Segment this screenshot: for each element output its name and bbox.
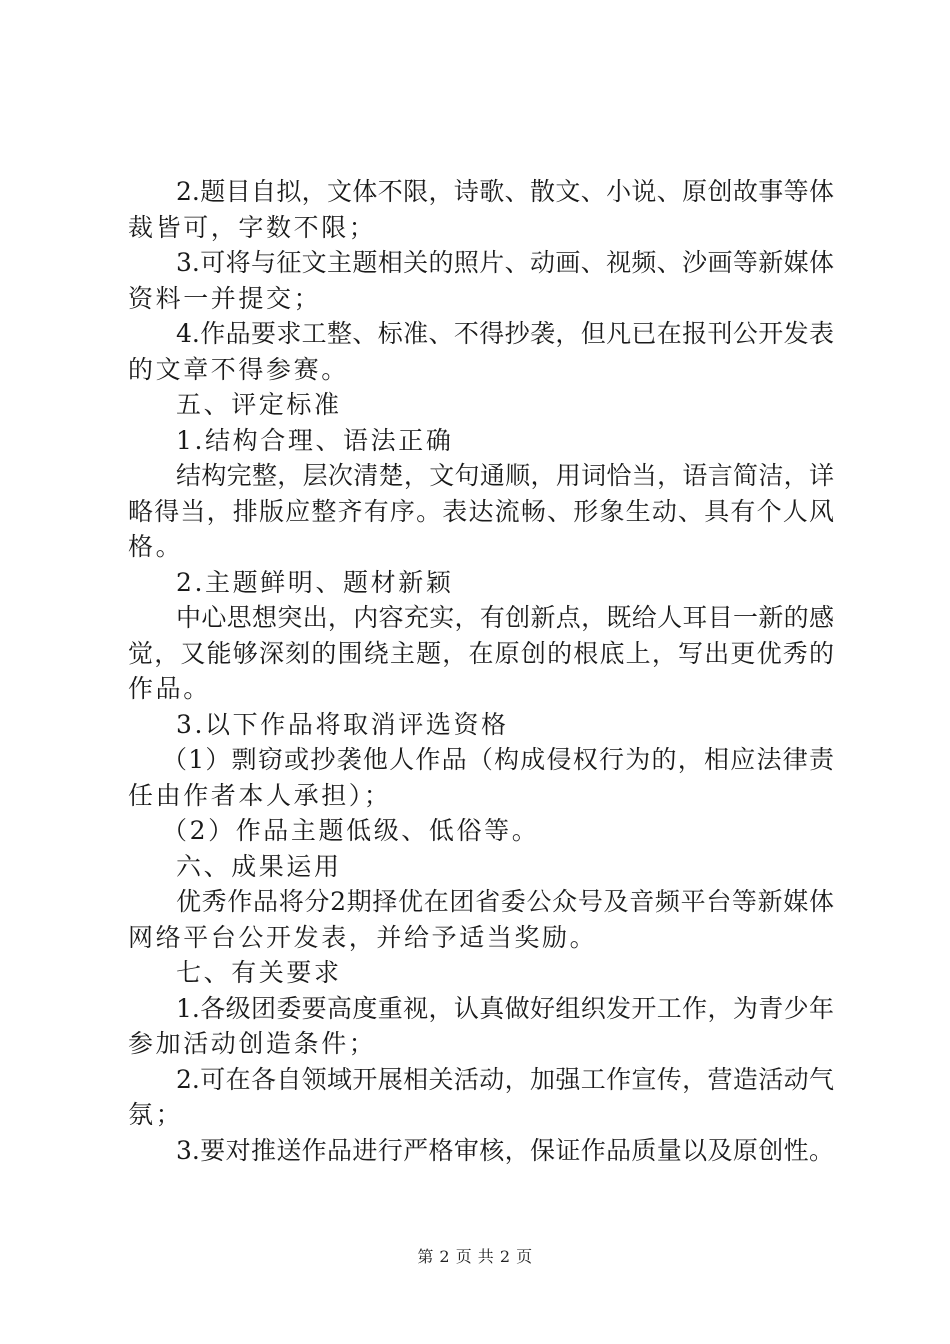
paragraph-line: 优秀作品将分2期择优在团省委公众号及音频平台等新媒体 bbox=[176, 887, 834, 916]
paragraph-line: 中心思想突出，内容充实，有创新点，既给人耳目一新的感 bbox=[176, 603, 834, 632]
paragraph-line: 结构完整，层次清楚，文句通顺，用词恰当，语言简洁，详 bbox=[176, 461, 834, 490]
paragraph-line: 2.题目自拟，文体不限，诗歌、散文、小说、原创故事等体 bbox=[176, 177, 834, 206]
section-heading: 六、成果运用 bbox=[176, 851, 342, 881]
paragraph-line: 参加活动创造条件； bbox=[128, 1029, 377, 1058]
subsection-heading: 2.主题鲜明、题材新颖 bbox=[176, 567, 454, 597]
paragraph-line: 裁皆可，字数不限； bbox=[128, 212, 377, 242]
paragraph-line: 格。 bbox=[128, 532, 184, 561]
section-heading: 五、评定标准 bbox=[176, 390, 342, 419]
paragraph-line: 4.作品要求工整、标准、不得抄袭，但凡已在报刊公开发表 bbox=[176, 319, 834, 348]
paragraph-line: 网络平台公开发表，并给予适当奖励。 bbox=[128, 922, 598, 952]
section-heading: 七、有关要求 bbox=[176, 958, 342, 987]
page-number-footer: 第 2 页 共 2 页 bbox=[417, 1247, 533, 1266]
list-item-line: 任由作者本人承担）； bbox=[128, 780, 392, 810]
list-item-line: （2）作品主题低级、低俗等。 bbox=[162, 816, 540, 845]
list-item-line: （1）剽窃或抄袭他人作品（构成侵权行为的，相应法律责 bbox=[162, 745, 834, 774]
paragraph-line: 资料一并提交； bbox=[128, 283, 322, 313]
paragraph-line: 3.可将与征文主题相关的照片、动画、视频、沙画等新媒体 bbox=[176, 248, 834, 277]
paragraph-line: 氛； bbox=[128, 1100, 184, 1129]
paragraph-line: 作品。 bbox=[128, 674, 211, 703]
paragraph-line: 略得当，排版应整齐有序。表达流畅、形象生动、具有个人风 bbox=[128, 496, 834, 526]
paragraph-line: 2.可在各自领域开展相关活动，加强工作宣传，营造活动气 bbox=[176, 1064, 834, 1094]
document-body bbox=[128, 174, 834, 1168]
paragraph-line: 3.要对推送作品进行严格审核，保证作品质量以及原创性。 bbox=[176, 1135, 834, 1165]
paragraph-line: 觉，又能够深刻的围绕主题，在原创的根底上，写出更优秀的 bbox=[128, 638, 834, 668]
paragraph-line: 1.各级团委要高度重视，认真做好组织发开工作，为青少年 bbox=[176, 993, 834, 1023]
subsection-heading: 3.以下作品将取消评选资格 bbox=[176, 709, 509, 739]
paragraph-line: 的文章不得参赛。 bbox=[128, 354, 349, 384]
subsection-heading: 1.结构合理、语法正确 bbox=[176, 425, 454, 455]
